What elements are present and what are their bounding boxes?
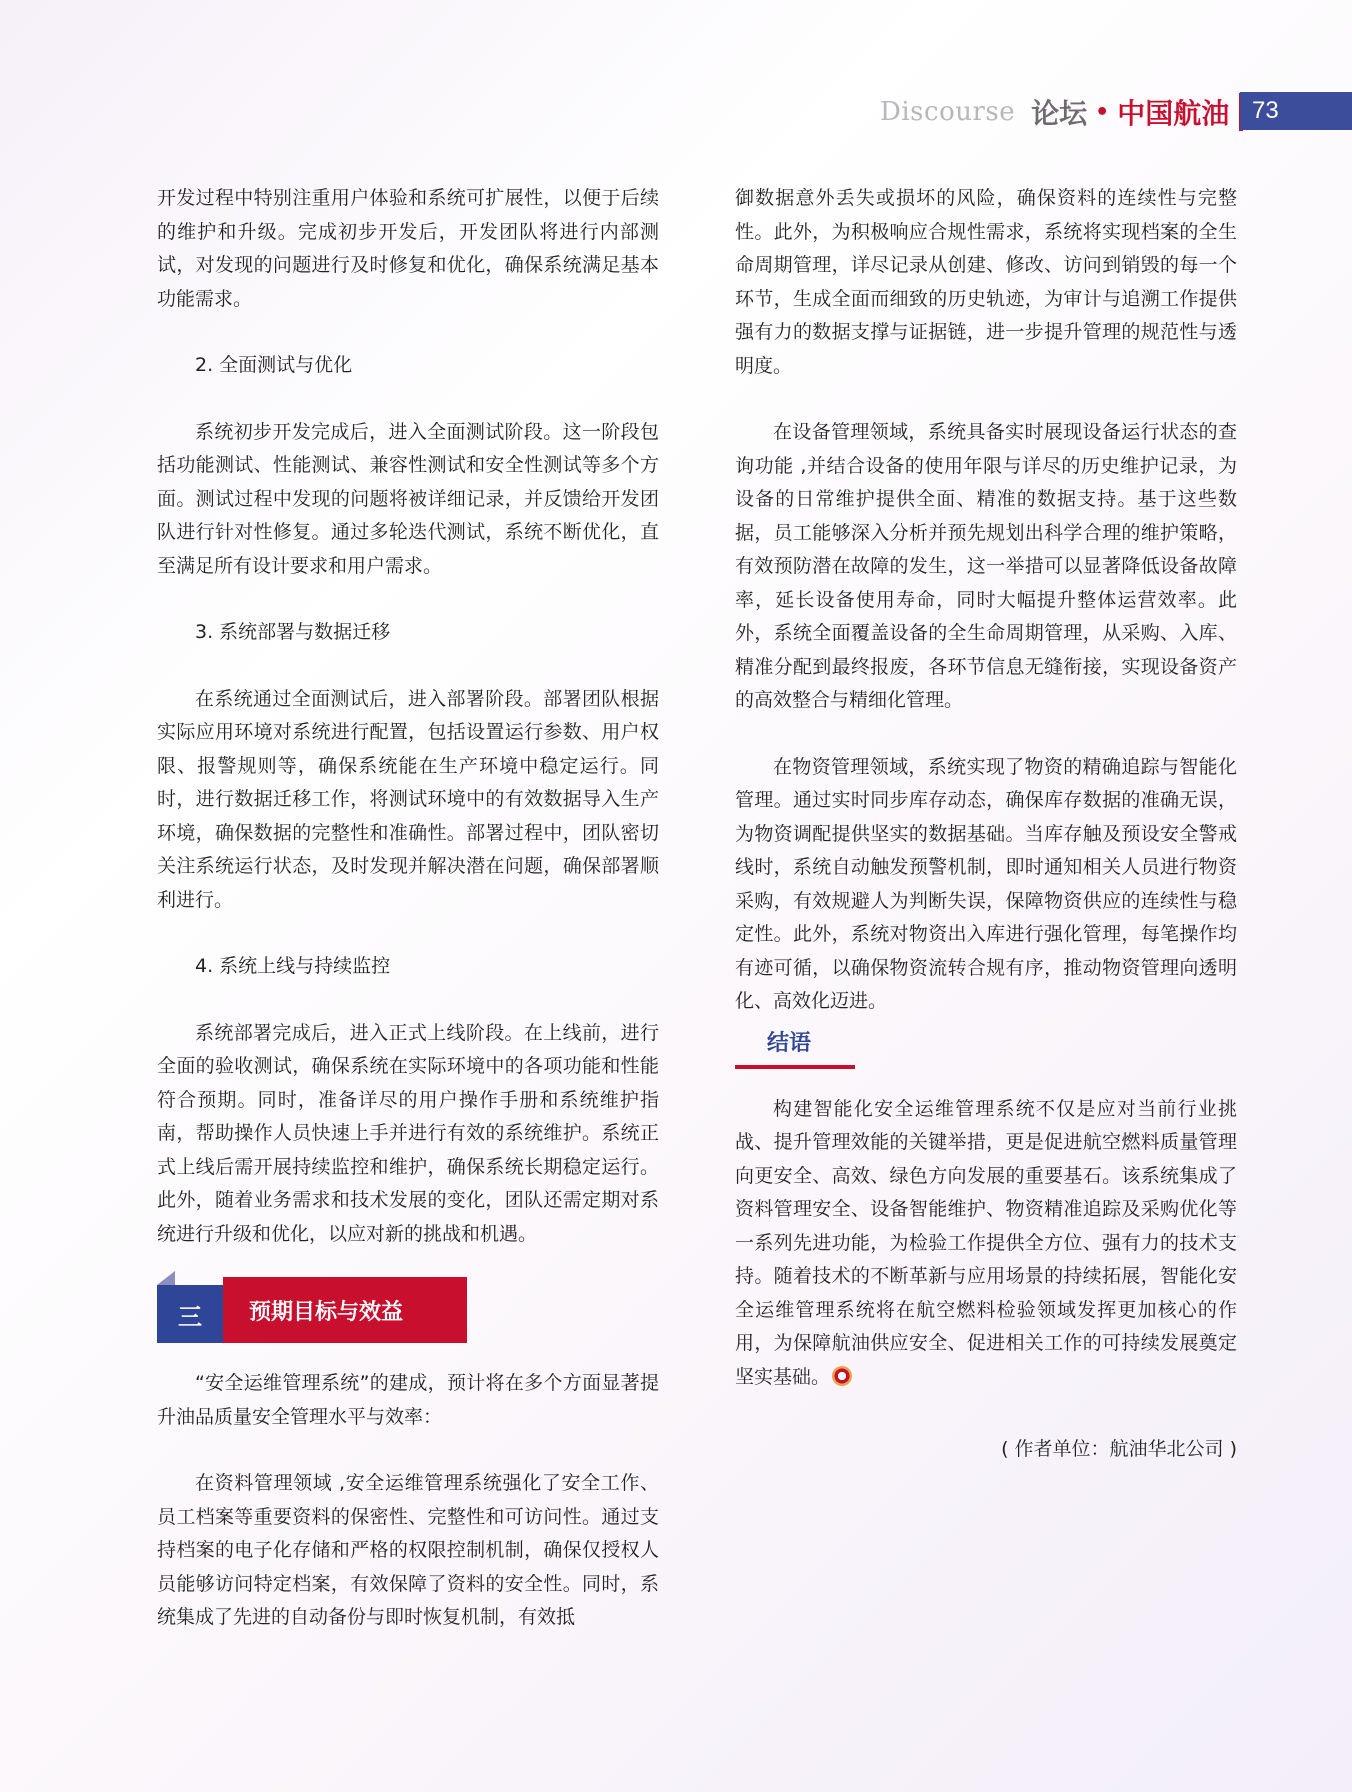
right-column	[735, 182, 1237, 1464]
page-header	[880, 88, 1243, 136]
subheading-3: 3. 系统部署与数据迁移	[195, 621, 391, 643]
right-paragraph-1: 御数据意外丢失或损坏的风险，确保资料的连续性与完整性。此外，为积极响应合规性需求，系统将实现档案的全生命周期管理，详尽记录从创建、修改、访问到销毁的每一个环节，生成全面而细致的历史轨迹，为审计与追溯工作提供强有力的数据支撑与证据链，进一步提升管理的规范性与透明度。	[735, 187, 1237, 377]
page-number: 73	[1240, 92, 1352, 130]
right-paragraph-3: 在物资管理领域，系统实现了物资的精确追踪与智能化管理。通过实时同步库存动态，确保库存数据的准确无误，为物资调配提供坚实的数据基础。当库存触及预设安全警戒线时，系统自动触发预警机制，即时通知相关人员进行物资采购，有效规避人为判断失误，保障物资供应的连续性与稳定性。此外，系统对物资出入库进行强化管理，每笔操作均有迹可循，以确保物资流转合规有序，推动物资管理向透明化、高效化迈进。	[735, 755, 1237, 1012]
subheading-2: 2. 全面测试与优化	[195, 354, 353, 376]
conclusion-text: 构建智能化安全运维管理系统不仅是应对当前行业挑战、提升管理效能的关键举措，更是促进航空燃料质量管理向更安全、高效、绿色方向发展的重要基石。该系统集成了资料管理安全、设备智能维护、物资精准追踪及采购优化等一系列先进功能，为检验工作提供全方位、强有力的技术支持。随着技术的不断革新与应用场景的持续拓展，智能化安全运维管理系统将在航空燃料检验领域发挥更加核心的作用，为保障航油供应安全、促进相关工作的可持续发展奠定坚实基础。	[735, 1097, 1237, 1388]
left-paragraph-2: 系统初步开发完成后，进入全面测试阶段。这一阶段包括功能测试、性能测试、兼容性测试和安全性测试等多个方面。测试过程中发现的问题将被详细记录，并反馈给开发团队进行针对性修复。通过多轮迭代测试，系统不断优化，直至满足所有设计要求和用户需求。	[157, 420, 659, 577]
header-section: 论坛	[1031, 97, 1088, 130]
right-paragraph-2: 在设备管理领域，系统具备实时展现设备运行状态的查询功能 ,并结合设备的使用年限与详尽的历史维护记录，为设备的日常维护提供全面、精准的数据支持。基于这些数据，员工能够深入分析并预先规划出科学合理的维护策略，有效预防潜在故障的发生，这一举措可以显著降低设备故障率，延长设备使用寿命，同时大幅提升整体运营效率。此外，系统全面覆盖设备的全生命周期管理，从采购、入库、精准分配到最终报废，各环节信息无缝衔接，实现设备资产的高效整合与精细化管理。	[735, 421, 1237, 711]
banner-number: 三	[157, 1285, 223, 1343]
left-paragraph-4: 系统部署完成后，进入正式上线阶段。在上线前，进行全面的验收测试，确保系统在实际环境中的各项功能和性能符合预期。同时，准备详尽的用户操作手册和系统维护指南，帮助操作人员快速上手并进行有效的系统维护。系统正式上线后需开展持续监控和维护，确保系统长期稳定运行。此外，随着业务需求和技术发展的变化，团队还需定期对系统进行升级和优化，以应对新的挑战和机遇。	[157, 1021, 659, 1245]
header-brand: 中国航油	[1117, 97, 1230, 130]
header-dot: •	[1095, 99, 1110, 125]
left-paragraph-1: 开发过程中特别注重用户体验和系统可扩展性，以便于后续的维护和升级。完成初步开发后，开发团队将进行内部测试，对发现的问题进行及时修复和优化，确保系统满足基本功能需求。	[157, 187, 659, 310]
end-mark-icon	[832, 1366, 852, 1386]
conclusion-title: 结语	[767, 1030, 812, 1056]
banner-title: 预期目标与效益	[223, 1277, 467, 1343]
section-banner	[157, 1271, 467, 1343]
left-paragraph-6: 在资料管理领域 ,安全运维管理系统强化了安全工作、员工档案等重要资料的保密性、完整性和可访问性。通过支持档案的电子化存储和严格的权限控制机制，确保仅授权人员能够访问特定档案，有效保障了资料的安全性。同时，系统集成了先进的自动备份与即时恢复机制，有效抵	[157, 1472, 659, 1628]
left-column	[157, 182, 659, 1635]
subheading-4: 4. 系统上线与持续监控	[195, 955, 391, 977]
left-paragraph-5: “安全运维管理系统”的建成，预计将在多个方面显著提升油品质量安全管理水平与效率：	[157, 1372, 659, 1428]
author-affiliation: ( 作者单位：航油华北公司 )	[1001, 1438, 1237, 1460]
banner-fold	[157, 1271, 175, 1285]
right-paragraph-4	[735, 1093, 1237, 1395]
left-paragraph-3: 在系统通过全面测试后，进入部署阶段。部署团队根据实际应用环境对系统进行配置，包括设置运行参数、用户权限、报警规则等，确保系统能在生产环境中稳定运行。同时，进行数据迁移工作，将测试环境中的有效数据导入生产环境，确保数据的完整性和准确性。部署过程中，团队密切关注系统运行状态，及时发现并解决潜在问题，确保部署顺利进行。	[157, 687, 659, 911]
header-discourse: Discourse	[880, 97, 1016, 127]
conclusion-heading	[735, 1027, 1237, 1069]
